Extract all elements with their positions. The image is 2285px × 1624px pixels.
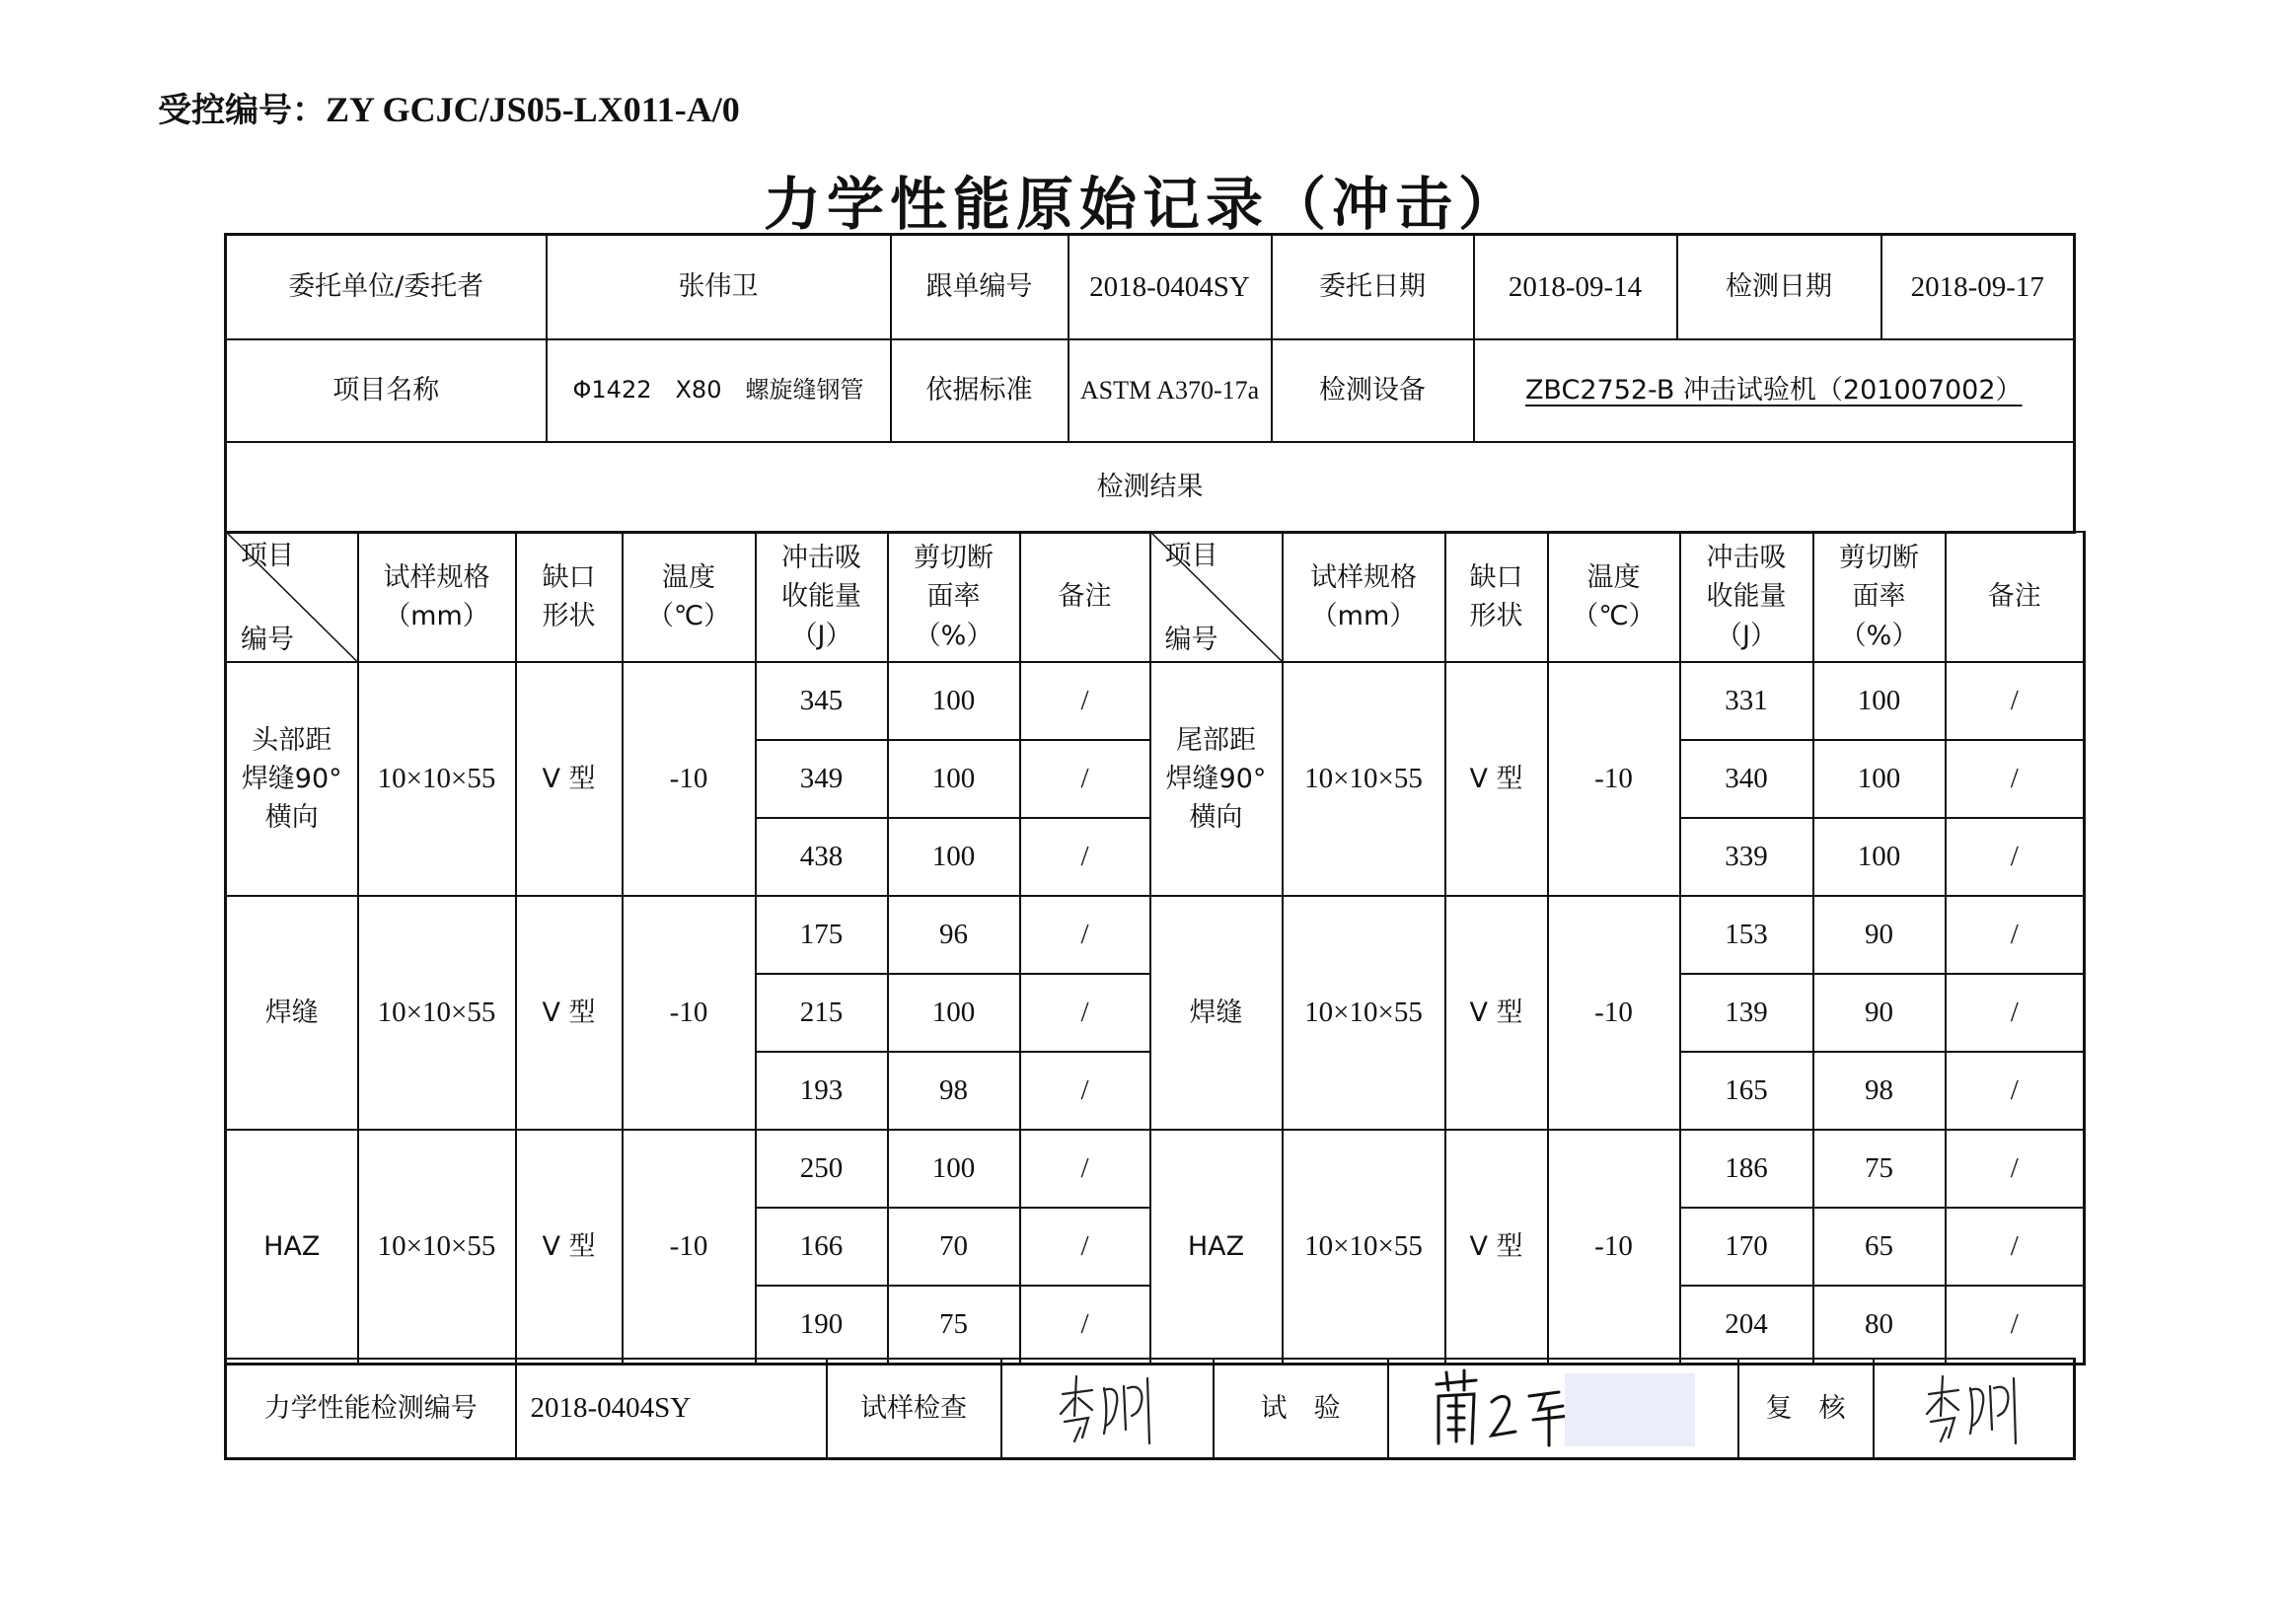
location-line: 焊缝 xyxy=(264,997,319,1028)
header-row xyxy=(226,532,2085,662)
energy-cell: 190 xyxy=(756,1286,888,1364)
energy-cell: 340 xyxy=(1680,740,1813,818)
notch-cell: V 型 xyxy=(1445,662,1548,896)
notch-cell: V 型 xyxy=(516,1130,623,1364)
reviewer-signature xyxy=(1874,1359,2075,1458)
energy-header-line: （J） xyxy=(1716,620,1777,651)
client-value: 张伟卫 xyxy=(547,235,891,339)
results-title: 检测结果 xyxy=(226,442,2075,533)
number-header: 编号 xyxy=(1164,624,1218,655)
shear-cell: 70 xyxy=(888,1208,1020,1286)
remark-header-line: 备注 xyxy=(1987,581,2041,613)
location-cell xyxy=(1150,1130,1283,1364)
shear-cell: 90 xyxy=(1813,974,1946,1052)
energy-cell: 331 xyxy=(1680,662,1813,740)
energy-header-line: （J） xyxy=(790,620,852,651)
energy-header-line: 收能量 xyxy=(1706,581,1787,613)
remark-cell: / xyxy=(1946,818,2085,896)
shear-cell: 75 xyxy=(888,1286,1020,1364)
test-number-value: 2018-0404SY xyxy=(516,1359,827,1458)
size-cell: 10×10×55 xyxy=(358,1130,516,1364)
standard-label: 依据标准 xyxy=(891,339,1069,442)
shear-cell: 65 xyxy=(1813,1208,1946,1286)
standard-value: ASTM A370-17a xyxy=(1069,339,1272,442)
size-header-line: （mm） xyxy=(1310,601,1417,631)
energy-cell: 438 xyxy=(756,818,888,896)
left-shear-header xyxy=(888,532,1020,662)
location-cell xyxy=(1150,662,1283,896)
temperature-cell: -10 xyxy=(623,896,756,1130)
inspector-signature xyxy=(1001,1359,1214,1458)
shear-cell: 98 xyxy=(888,1052,1020,1130)
commission-date-value: 2018-09-14 xyxy=(1474,235,1677,339)
shear-header-line: 面率 xyxy=(926,581,981,613)
remark-cell: / xyxy=(1946,740,2085,818)
remark-cell: / xyxy=(1946,1208,2085,1286)
energy-cell: 153 xyxy=(1680,896,1813,974)
temperature-cell: -10 xyxy=(1548,896,1680,1130)
shear-header-line: 剪切断 xyxy=(1839,543,1919,574)
remark-cell: / xyxy=(1020,974,1150,1052)
temp-header-line: （℃） xyxy=(1572,601,1656,631)
location-cell xyxy=(226,896,358,1130)
size-cell: 10×10×55 xyxy=(1283,896,1445,1130)
control-value: ZY GCJC/JS05-LX011-A/0 xyxy=(326,90,740,129)
number-header: 编号 xyxy=(241,624,294,655)
notch-header-line: 缺口 xyxy=(1469,561,1523,593)
shear-header-line: （%） xyxy=(1839,620,1919,651)
notch-cell: V 型 xyxy=(516,896,623,1130)
remark-cell: / xyxy=(1020,740,1150,818)
location-line: 横向 xyxy=(264,802,319,834)
left-energy-header xyxy=(756,532,888,662)
energy-cell: 339 xyxy=(1680,818,1813,896)
review-label: 复 核 xyxy=(1738,1359,1874,1458)
shear-cell: 100 xyxy=(888,740,1020,818)
track-label: 跟单编号 xyxy=(891,235,1069,339)
shear-cell: 100 xyxy=(1813,818,1946,896)
remark-cell: / xyxy=(1946,974,2085,1052)
remark-cell: / xyxy=(1946,896,2085,974)
test-label: 试 验 xyxy=(1214,1359,1388,1458)
temperature-cell: -10 xyxy=(1548,662,1680,896)
info-table xyxy=(224,233,2076,534)
energy-cell: 165 xyxy=(1680,1052,1813,1130)
remark-cell: / xyxy=(1020,1130,1150,1208)
notch-cell: V 型 xyxy=(516,662,623,896)
location-line: 横向 xyxy=(1189,802,1243,834)
control-number xyxy=(158,83,740,131)
shear-header-line: 面率 xyxy=(1852,581,1906,613)
test-number-label: 力学性能检测编号 xyxy=(226,1359,516,1458)
location-cell xyxy=(1150,896,1283,1130)
notch-cell: V 型 xyxy=(1445,896,1548,1130)
energy-cell: 215 xyxy=(756,974,888,1052)
table-row xyxy=(226,1130,2085,1208)
remark-cell: / xyxy=(1946,662,2085,740)
shear-cell: 75 xyxy=(1813,1130,1946,1208)
location-line: HAZ xyxy=(1187,1230,1245,1262)
size-header-line: （mm） xyxy=(384,601,489,631)
shear-cell: 80 xyxy=(1813,1286,1946,1364)
energy-cell: 139 xyxy=(1680,974,1813,1052)
footer-table xyxy=(224,1358,2076,1460)
energy-cell: 175 xyxy=(756,896,888,974)
energy-header-line: 冲击吸 xyxy=(781,543,861,574)
shear-cell: 100 xyxy=(888,662,1020,740)
energy-cell: 166 xyxy=(756,1208,888,1286)
energy-header-line: 收能量 xyxy=(781,581,861,613)
right-shear-header xyxy=(1813,532,1946,662)
temperature-cell: -10 xyxy=(623,662,756,896)
size-cell: 10×10×55 xyxy=(358,896,516,1130)
location-cell xyxy=(226,1130,358,1364)
energy-cell: 345 xyxy=(756,662,888,740)
temp-header-line: 温度 xyxy=(662,561,715,593)
size-cell: 10×10×55 xyxy=(1283,662,1445,896)
remark-cell: / xyxy=(1020,1052,1150,1130)
energy-cell: 349 xyxy=(756,740,888,818)
remark-cell: / xyxy=(1020,662,1150,740)
page-title: 力学性能原始记录（冲击） xyxy=(763,171,1521,238)
equipment-label: 检测设备 xyxy=(1272,339,1474,442)
location-line: 焊缝 xyxy=(1189,997,1243,1028)
size-header-line: 试样规格 xyxy=(383,561,490,593)
energy-cell: 186 xyxy=(1680,1130,1813,1208)
location-line: 焊缝90° xyxy=(1165,763,1267,794)
energy-cell: 193 xyxy=(756,1052,888,1130)
shear-cell: 96 xyxy=(888,896,1020,974)
left-remark-header xyxy=(1020,532,1150,662)
location-cell xyxy=(226,662,358,896)
right-notch-header xyxy=(1445,532,1548,662)
notch-header-line: 缺口 xyxy=(542,561,596,593)
location-line: 头部距 xyxy=(252,724,332,756)
temp-header-line: 温度 xyxy=(1586,561,1641,593)
shear-cell: 98 xyxy=(1813,1052,1946,1130)
right-remark-header xyxy=(1946,532,2085,662)
remark-cell: / xyxy=(1020,1208,1150,1286)
right-item-number-header xyxy=(1150,532,1283,662)
energy-cell: 204 xyxy=(1680,1286,1813,1364)
shear-cell: 100 xyxy=(1813,740,1946,818)
notch-header-line: 形状 xyxy=(1469,601,1523,631)
location-line: HAZ xyxy=(263,1230,321,1262)
energy-cell: 170 xyxy=(1680,1208,1813,1286)
equipment-value: ZBC2752-B 冲击试验机（201007002） xyxy=(1474,339,2075,442)
results-table xyxy=(224,531,2086,1366)
item-header: 项目 xyxy=(241,541,294,571)
item-header: 项目 xyxy=(1164,541,1218,571)
temperature-cell: -10 xyxy=(1548,1130,1680,1364)
shear-cell: 100 xyxy=(1813,662,1946,740)
sample-inspection-label: 试样检查 xyxy=(827,1359,1001,1458)
left-item-number-header xyxy=(226,532,358,662)
shear-cell: 100 xyxy=(888,818,1020,896)
notch-header-line: 形状 xyxy=(542,601,596,631)
remark-cell: / xyxy=(1946,1052,2085,1130)
location-line: 尾部距 xyxy=(1176,724,1256,756)
project-value: Φ1422 X80 螺旋缝钢管 xyxy=(547,339,891,442)
size-cell: 10×10×55 xyxy=(1283,1130,1445,1364)
energy-header-line: 冲击吸 xyxy=(1706,543,1787,574)
redacted-area xyxy=(1565,1373,1695,1446)
energy-cell: 250 xyxy=(756,1130,888,1208)
shear-cell: 90 xyxy=(1813,896,1946,974)
remark-cell: / xyxy=(1020,1286,1150,1364)
shear-cell: 100 xyxy=(888,1130,1020,1208)
left-size-header xyxy=(358,532,516,662)
table-row xyxy=(226,662,2085,740)
table-row xyxy=(226,896,2085,974)
left-notch-header xyxy=(516,532,623,662)
notch-cell: V 型 xyxy=(1445,1130,1548,1364)
temp-header-line: （℃） xyxy=(646,601,731,631)
remark-header-line: 备注 xyxy=(1058,581,1112,613)
shear-header-line: （%） xyxy=(914,620,994,651)
right-temp-header xyxy=(1548,532,1680,662)
remark-cell: / xyxy=(1946,1130,2085,1208)
right-size-header xyxy=(1283,532,1445,662)
commission-date-label: 委托日期 xyxy=(1272,235,1474,339)
track-value: 2018-0404SY xyxy=(1069,235,1272,339)
size-cell: 10×10×55 xyxy=(358,662,516,896)
left-temp-header xyxy=(623,532,756,662)
test-date-value: 2018-09-17 xyxy=(1881,235,2075,339)
project-label: 项目名称 xyxy=(226,339,547,442)
shear-header-line: 剪切断 xyxy=(914,543,994,574)
right-energy-header xyxy=(1680,532,1813,662)
location-line: 焊缝90° xyxy=(241,763,342,794)
control-label: 受控编号： xyxy=(158,91,326,130)
remark-cell: / xyxy=(1020,818,1150,896)
test-date-label: 检测日期 xyxy=(1677,235,1881,339)
temperature-cell: -10 xyxy=(623,1130,756,1364)
shear-cell: 100 xyxy=(888,974,1020,1052)
client-label: 委托单位/委托者 xyxy=(226,235,547,339)
remark-cell: / xyxy=(1020,896,1150,974)
size-header-line: 试样规格 xyxy=(1310,561,1417,593)
remark-cell: / xyxy=(1946,1286,2085,1364)
